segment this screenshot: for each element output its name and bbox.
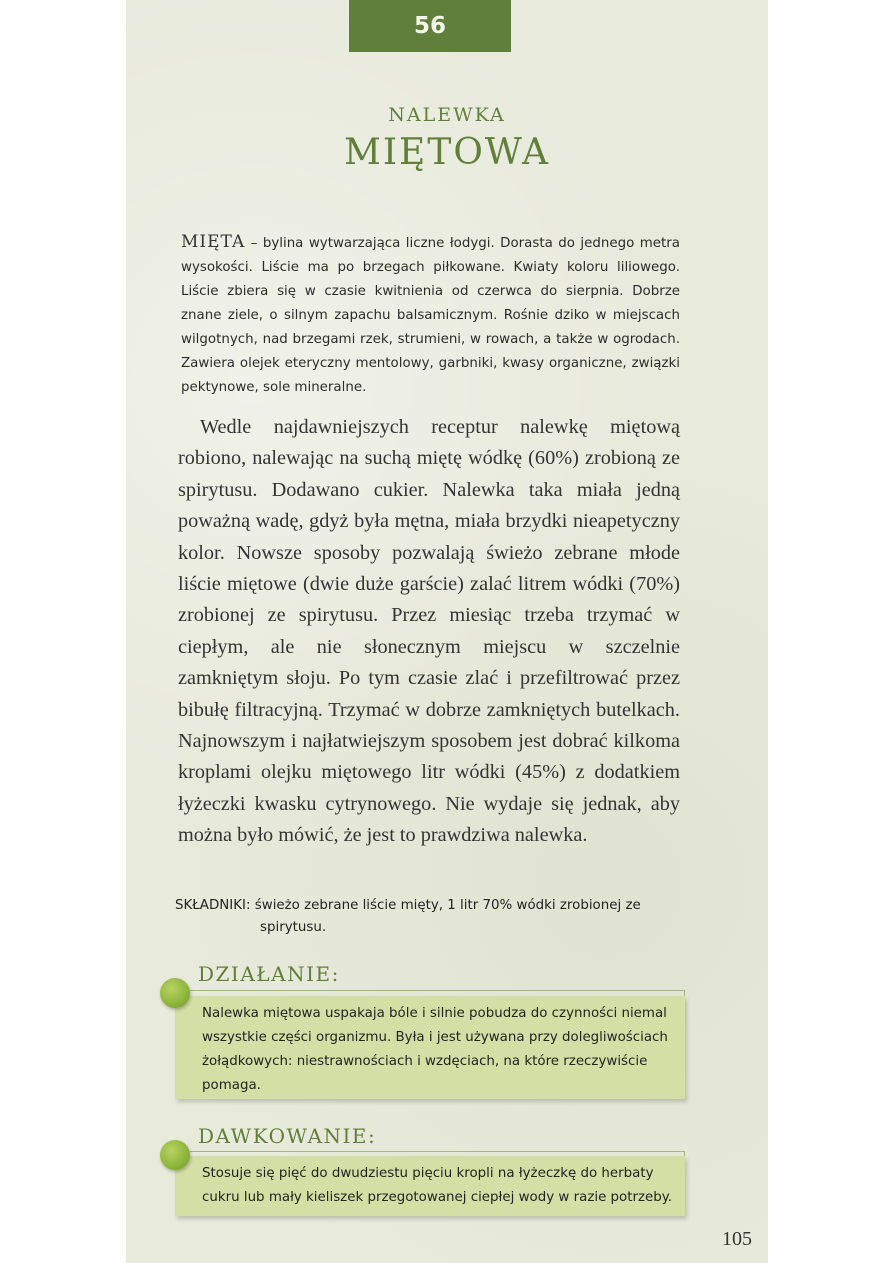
action-bullet-icon (160, 978, 190, 1008)
dosage-box (175, 1156, 685, 1216)
page-folio-number: 105 (722, 1228, 752, 1250)
body-paragraph: Wedle najdawniejszych receptur nalewkę miętową robiono, nalewając na suchą miętę wódkę (60%) zrobioną ze spirytusu. Dodawano cukier. Nalewka taka miała jedną poważną wadę, gdyż była mętna, miała brzydki nieapetyczny kolor. Nowsze sposoby pozwalają świeżo zebrane młode liście miętowe (dwie duże garście) zalać litrem wódki (70%) zrobionej ze spirytusu. Przez miesiąc trzeba trzymać w ciepłym, ale nie słonecznym miejscu w szczelnie zamkniętym słoju. Po tym czasie zlać i przefiltrować przez bibułę filtracyjną. Trzymać w dobrze zamkniętych butelkach. Najnowszym i najłatwiejszym sposobem jest dobrać kilkoma kroplami olejku miętowego litr wódki (45%) z dodatkiem łyżeczki kwasku cytrynowego. Nie wydaje się jednak, aby można było mówić, że jest to prawdziwa nalewka. (178, 416, 680, 847)
ingredients-block (175, 895, 685, 939)
intro-text: – bylina wytwarzająca liczne łodygi. Dorasta do jednego metra wysokości. Liście ma po brzegach piłkowane. Kwiaty koloru liliowego. Liście zbiera się w czasie kwitnienia od czerwca do sierpnia. Dobrze znane ziele, o silnym zapachu balsamicznym. Rośnie dziko w miejscach wilgotnych, nad brzegami rzek, strumieni, w rowach, a także w ogrodach. Zawiera olejek eteryczny mentolowy, garbniki, kwasy organiczne, związki pektynowe, sole mineralne. (181, 236, 680, 395)
ingredients-value-line2: spirytusu. (260, 920, 327, 935)
ingredients-label: SKŁADNIKI: (175, 898, 251, 913)
action-heading: DZIAŁANIE: (198, 962, 340, 986)
dosage-heading: DAWKOWANIE: (198, 1124, 377, 1148)
dosage-divider (190, 1151, 684, 1152)
page-title: MIĘTOWA (343, 132, 551, 173)
page-supertitle: NALEWKA (388, 104, 506, 126)
chapter-number: 56 (413, 13, 446, 39)
action-text: Nalewka miętowa uspakaja bóle i silnie pobudza do czynności niemal wszystkie części organizmu. Była i jest używana przy dolegliwościach żołądkowych: niestrawnościach i wzdęciach, na które rzeczywiście pomaga. (202, 1006, 668, 1093)
main-body-text (178, 412, 680, 852)
intro-paragraph (181, 230, 680, 400)
intro-lead-word: MIĘTA (181, 232, 246, 252)
action-box (175, 996, 685, 1099)
action-divider (190, 990, 684, 991)
dosage-bullet-icon (160, 1140, 190, 1170)
chapter-number-badge (349, 0, 511, 52)
ingredients-value-line1: świeżo zebrane liście mięty, 1 litr 70% wódki zrobionej ze (254, 898, 641, 913)
dosage-text: Stosuje się pięć do dwudziestu pięciu kropli na łyżeczkę do herbaty cukru lub mały kieliszek przegotowanej ciepłej wody w razie potrzeby. (202, 1166, 673, 1205)
